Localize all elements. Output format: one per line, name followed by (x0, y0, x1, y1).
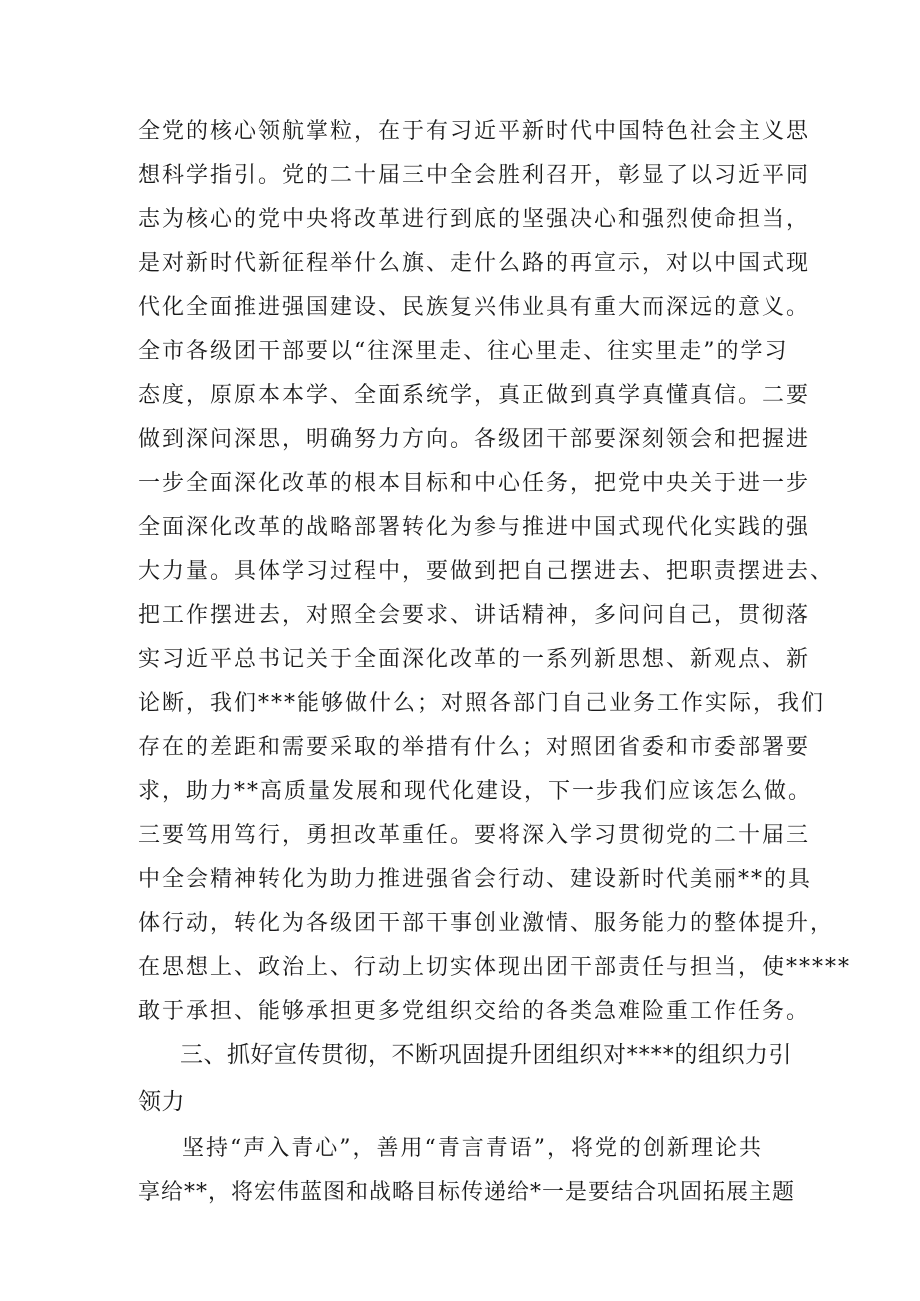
section-heading-line: 三、抓好宣传贯彻，不断巩固提升团组织对****的组织力引 (180, 1042, 792, 1068)
paragraph-line: 坚持“声入青心”，善用“青言青语”，将党的创新理论共 (182, 1136, 763, 1161)
paragraph-line: 志为核心的党中央将改革进行到底的坚强决心和强烈使命担当， (138, 207, 811, 232)
paragraph-line: 三要笃用笃行，勇担改革重任。要将深入学习贯彻党的二十届三 (138, 823, 811, 848)
paragraph-line: 态度，原原本本学、全面系统学，真正做到真学真懂真信。二要 (138, 383, 811, 408)
paragraph-line: 中全会精神转化为助力推进强省会行动、建设新时代美丽**的具 (138, 867, 813, 892)
paragraph-line: 是对新时代新征程举什么旗、走什么路的再宣示，对以中国式现 (138, 251, 811, 276)
paragraph-line: 全市各级团干部要以“往深里走、往心里走、往实里走”的学习 (138, 339, 789, 364)
paragraph-line: 大力量。具体学习过程中，要做到把自己摆进去、把职责摆进去、 (138, 559, 835, 584)
section-heading-line: 领力 (138, 1089, 185, 1115)
paragraph-line: 代化全面推进强国建设、民族复兴伟业具有重大而深远的意义。 (138, 295, 811, 320)
paragraph-line: 敢于承担、能够承担更多党组织交给的各类急难险重工作任务。 (138, 999, 811, 1024)
paragraph-line: 求，助力**高质量发展和现代化建设，下一步我们应该怎么做。 (138, 779, 813, 804)
paragraph-line: 做到深问深思，明确努力方向。各级团干部要深刻领会和把握进 (138, 427, 811, 452)
paragraph-line: 论断，我们***能够做什么；对照各部门自己业务工作实际，我们 (138, 691, 826, 716)
paragraph-line: 体行动，转化为各级团干部干事创业激情、服务能力的整体提升， (138, 911, 835, 936)
paragraph-line: 全面深化改革的战略部署转化为参与推进中国式现代化实践的强 (138, 515, 811, 540)
paragraph-line: 享给**，将宏伟蓝图和战略目标传递给*一是要结合巩固拓展主题 (138, 1180, 796, 1205)
paragraph-line: 一步全面深化改革的根本目标和中心任务，把党中央关于进一步 (138, 471, 811, 496)
paragraph-line: 存在的差距和需要采取的举措有什么；对照团省委和市委部署要 (138, 735, 811, 760)
paragraph-line: 在思想上、政治上、行动上切实体现出团干部责任与担当，使***** (138, 955, 852, 980)
paragraph-line: 实习近平总书记关于全面深化改革的一系列新思想、新观点、新 (138, 647, 811, 672)
paragraph-line: 想科学指引。党的二十届三中全会胜利召开，彰显了以习近平同 (138, 163, 811, 188)
paragraph-line: 全党的核心领航掌粒，在于有习近平新时代中国特色社会主义思 (138, 119, 811, 144)
paragraph-line: 把工作摆进去，对照全会要求、讲话精神，多问问自己，贯彻落 (138, 603, 811, 628)
